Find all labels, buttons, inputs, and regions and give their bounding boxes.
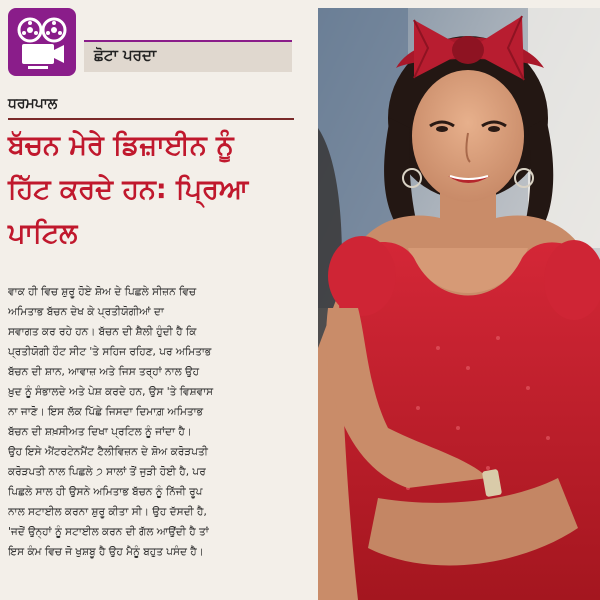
byline: ਧਰਮਪਾਲ	[8, 96, 58, 112]
divider-rule	[8, 118, 294, 120]
body-line: ਅਮਿਤਾਭ ਬੱਚਨ ਦੇਖ ਕੇ ਪ੍ਰਤੀਯੋਗੀਆਂ ਦਾ	[8, 306, 164, 318]
body-line: ਪਿਛਲੇ ਸਾਲ ਹੀ ਉਸਨੇ ਅਮਿਤਾਭ ਬੱਚਨ ਨੂੰ ਨਿੱਜੀ ਰੂਪ	[8, 486, 203, 498]
body-line: ਕਰੋੜਪਤੀ ਨਾਲ ਪਿਛਲੇ ੭ ਸਾਲਾਂ ਤੋਂ ਜੁੜੀ ਹੋਈ ਹੈ, ਪਰ	[8, 466, 206, 478]
headline-line: ਬੱਚਨ ਮੇਰੇ ਡਿਜ਼ਾਈਨ ਨੂੰ	[8, 130, 234, 161]
section-header-bar	[84, 40, 292, 72]
body-line: ਵਾਕ ਹੀ ਵਿਚ ਸ਼ੁਰੂ ਹੋਏ ਸ਼ੋਅ ਦੇ ਪਿਛਲੇ ਸੀਜ਼ਨ ਵਿਚ	[8, 286, 197, 298]
headline-line: ਹਿੱਟ ਕਰਦੇ ਹਨ: ਪ੍ਰਿਆ	[8, 174, 249, 205]
body-line: ਨਾ ਜਾਣੋ। ਇਸ ਲੱਕ ਪਿੱਛੇ ਜਿਸਦਾ ਦਿਮਾਗ਼ ਅਮਿਤਾਭ	[8, 406, 204, 418]
body-line: 'ਜਦੋਂ ਉਨ੍ਹਾਂ ਨੂੰ ਸਟਾਈਲ ਕਰਨ ਦੀ ਗੱਲ ਆਉਂਦੀ ਹੈ ਤਾਂ	[8, 526, 209, 538]
body-line: ਸਵਾਗਤ ਕਰ ਰਹੇ ਹਨ। ਬੱਚਨ ਦੀ ਸ਼ੈਲੀ ਹੁੰਦੀ ਹੈ ਕਿ	[8, 326, 197, 338]
film-camera-icon	[8, 8, 76, 76]
article-body	[8, 282, 298, 600]
article-photo	[318, 8, 600, 600]
body-line: ਉਹ ਇਸੇ ਐਂਟਰਟੇਨਮੈਂਟ ਟੈਲੀਵਿਜ਼ਨ ਦੇ ਸ਼ੋਅ ਕਰੋੜਪਤੀ	[8, 446, 208, 458]
headline-line: ਪਾਟਿਲ	[8, 218, 78, 249]
body-line: ਬੱਚਨ ਦੀ ਸ਼ਾਨ, ਆਵਾਜ਼ ਅਤੇ ਜਿਸ ਤਰ੍ਹਾਂ ਨਾਲ ਉਹ	[8, 366, 200, 378]
body-line: ਪ੍ਰਤੀਯੋਗੀ ਹੌਟ ਸੀਟ 'ਤੇ ਸਹਿਜ ਰਹਿਣ, ਪਰ ਅਮਿਤਾਭ	[8, 346, 212, 358]
section-label: ਛੋਟਾ ਪਰਦਾ	[94, 46, 157, 64]
body-line: ਨਾਲ ਸਟਾਈਲ ਕਰਨਾ ਸ਼ੁਰੂ ਕੀਤਾ ਸੀ। ਉਹ ਦੱਸਦੀ ਹੈ,	[8, 506, 207, 518]
headline	[8, 124, 298, 256]
body-line: ਬੱਚਨ ਦੀ ਸ਼ਖ਼ਸੀਅਤ ਦਿਖਾ ਪ੍ਰਟਿਲ ਨੂੰ ਜਾਂਦਾ ਹੈ।	[8, 426, 192, 438]
body-line: ਇਸ ਕੰਮ ਵਿਚ ਜੋ ਖੁਸ਼ਬੂ ਹੈ ਉਹ ਮੈਨੂੰ ਬਹੁਤ ਪਸੰਦ ਹੈ।	[8, 546, 204, 558]
body-line: ਖ਼ੁਦ ਨੂੰ ਸੰਭਾਲਦੇ ਅਤੇ ਪੇਸ਼ ਕਰਦੇ ਹਨ, ਉਸ 'ਤੇ ਵਿਸ਼ਵਾਸ	[8, 386, 214, 398]
